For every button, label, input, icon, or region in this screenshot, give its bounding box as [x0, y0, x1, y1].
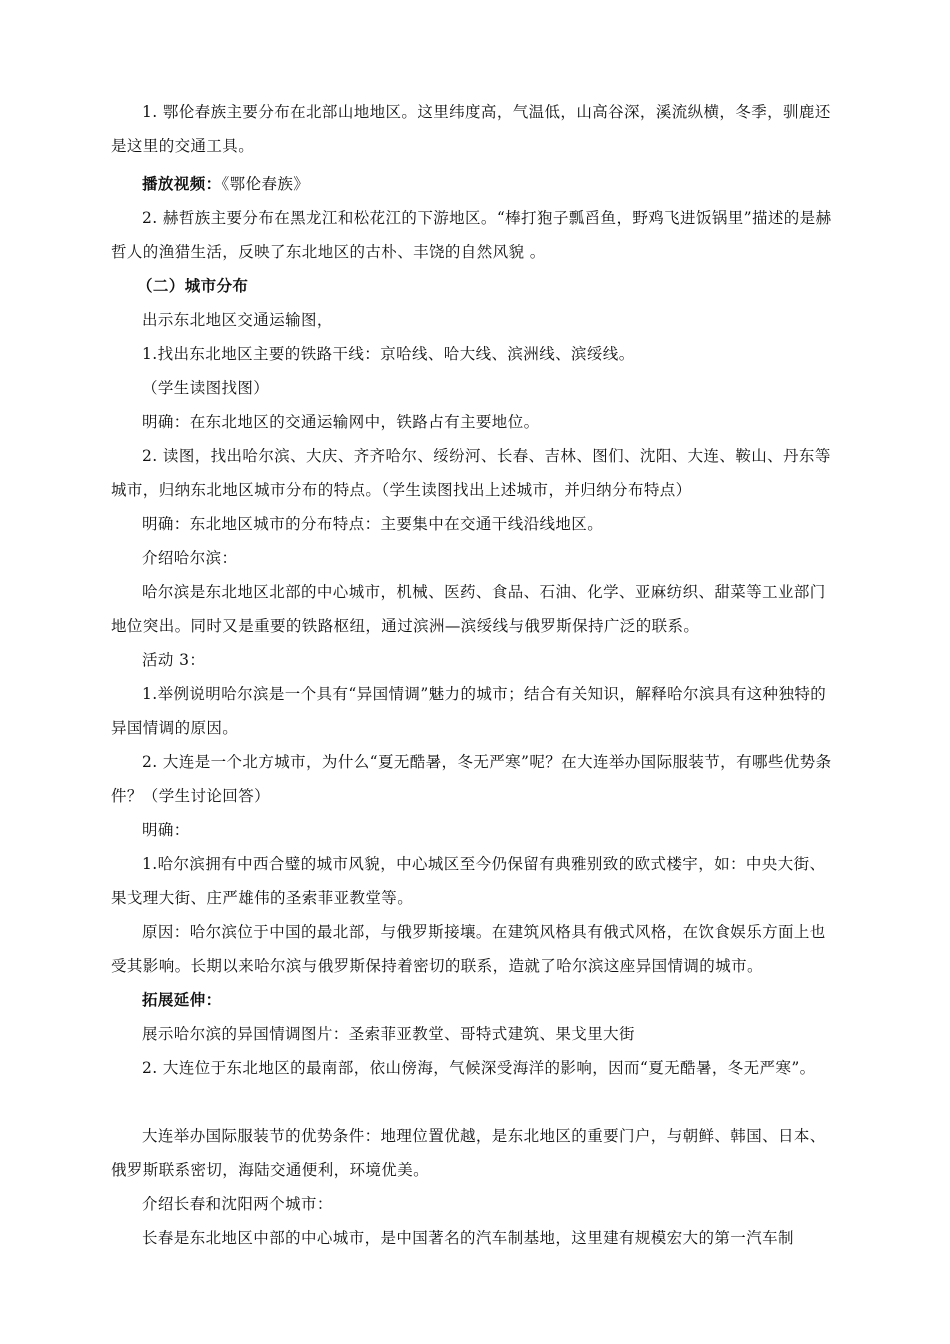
- paragraph-harbin-pictures: [111, 1017, 841, 1051]
- paragraph-railway-importance: [111, 405, 841, 439]
- paragraph-text: 大连举办国际服装节的优势条件：地理位置优越，是东北地区的重要门户，与朝鲜、韩国、日本、俄罗斯联系密切，海陆交通便利，环境优美。: [111, 1127, 826, 1180]
- paragraph-student-read-map: [111, 371, 841, 405]
- paragraph-text: 介绍哈尔滨：: [142, 549, 238, 567]
- video-title: 《鄂伦春族》: [221, 175, 310, 193]
- paragraph-text: 2. 读图，找出哈尔滨、大庆、齐齐哈尔、绥纷河、长春、吉林、图们、沈阳、大连、鞍山、丹东等城市，归纳东北地区城市分布的特点。（学生读图找出上述城市，并归纳分布特点）: [111, 447, 831, 500]
- paragraph-text: 长春是东北地区中部的中心城市，是中国著名的汽车制基地，这里建有规模宏大的第一汽车制: [142, 1229, 794, 1247]
- paragraph-oroqen: [111, 95, 841, 163]
- paragraph-dalian-advantages: [111, 1119, 841, 1187]
- paragraph-intro-changchun-shenyang: [111, 1187, 841, 1221]
- paragraph-hezhen: [111, 201, 841, 269]
- paragraph-text: （学生读图找图）: [142, 379, 270, 397]
- paragraph-text: 明确：在东北地区的交通运输网中，铁路占有主要地位。: [142, 413, 540, 431]
- paragraph-play-video: [111, 167, 841, 201]
- paragraph-text: 明确：: [142, 821, 190, 839]
- paragraph-text: 1.哈尔滨拥有中西合璧的城市风貌，中心城区至今仍保留有典雅别致的欧式楼宇，如：中央大街、果戈理大街、庄严雄伟的圣索菲亚教堂等。: [111, 855, 826, 908]
- paragraph-clarify: [111, 813, 841, 847]
- paragraph-changchun: [111, 1221, 841, 1255]
- paragraph-text: 2. 赫哲族主要分布在黑龙江和松花江的下游地区。“棒打狍子瓢舀鱼，野鸡飞进饭锅里”描述的是赫哲人的渔猎生活，反映了东北地区的古朴、丰饶的自然风貌 。: [111, 209, 832, 262]
- paragraph-find-cities: [111, 439, 841, 507]
- heading-text: （二）城市分布: [137, 276, 249, 295]
- paragraph-harbin-description: [111, 575, 841, 643]
- paragraph-text: 1.找出东北地区主要的铁路干线：京哈线、哈大线、滨洲线、滨绥线。: [142, 345, 635, 363]
- heading-text: 拓展延伸：: [142, 990, 222, 1009]
- paragraph-activity-q1: [111, 677, 841, 745]
- paragraph-text: 1. 鄂伦春族主要分布在北部山地地区。这里纬度高，气温低，山高谷深，溪流纵横，冬季，驯鹿还是这里的交通工具。: [111, 103, 831, 156]
- paragraph-intro-harbin: [111, 541, 841, 575]
- paragraph-text: 明确：东北地区城市的分布特点：主要集中在交通干线沿线地区。: [142, 515, 604, 533]
- paragraph-text: 2. 大连是一个北方城市，为什么“夏无酷暑，冬无严寒”呢？在大连举办国际服装节，有哪些优势条件？（学生讨论回答）: [111, 753, 832, 806]
- paragraph-city-features: [111, 507, 841, 541]
- paragraph-text: 2. 大连位于东北地区的最南部，依山傍海，气候深受海洋的影响，因而“夏无酷暑，冬无严寒”。: [142, 1059, 816, 1077]
- paragraph-text: 原因：哈尔滨位于中国的最北部，与俄罗斯接壤。在建筑风格具有俄式风格，在饮食娱乐方面上也受其影响。长期以来哈尔滨与俄罗斯保持着密切的联系，造就了哈尔滨这座异国情调的城市。: [111, 923, 826, 976]
- paragraph-show-map: [111, 303, 841, 337]
- paragraph-text: 展示哈尔滨的异国情调图片：圣索菲亚教堂、哥特式建筑、果戈里大街: [142, 1025, 635, 1043]
- paragraph-text: 哈尔滨是东北地区北部的中心城市，机械、医药、食品、石油、化学、亚麻纺织、甜菜等工业部门地位突出。同时又是重要的铁路枢纽，通过滨洲—滨绥线与俄罗斯保持广泛的联系。: [111, 583, 826, 636]
- paragraph-harbin-reason: [111, 915, 841, 983]
- paragraph-text: 活动 3：: [142, 651, 206, 669]
- play-video-label: 播放视频：: [142, 174, 222, 193]
- section-heading-extension: [111, 983, 841, 1017]
- paragraph-harbin-style: [111, 847, 841, 915]
- paragraph-dalian-climate: [111, 1051, 841, 1085]
- paragraph-railway-lines: [111, 337, 841, 371]
- paragraph-text: 1.举例说明哈尔滨是一个具有“异国情调”魅力的城市；结合有关知识，解释哈尔滨具有这种独特的异国情调的原因。: [111, 685, 827, 738]
- paragraph-text: 出示东北地区交通运输图，: [142, 311, 333, 329]
- paragraph-activity-q2: [111, 745, 841, 813]
- paragraph-text: 介绍长春和沈阳两个城市：: [142, 1195, 333, 1213]
- paragraph-activity-3: [111, 643, 841, 677]
- section-heading-city-distribution: [111, 269, 841, 303]
